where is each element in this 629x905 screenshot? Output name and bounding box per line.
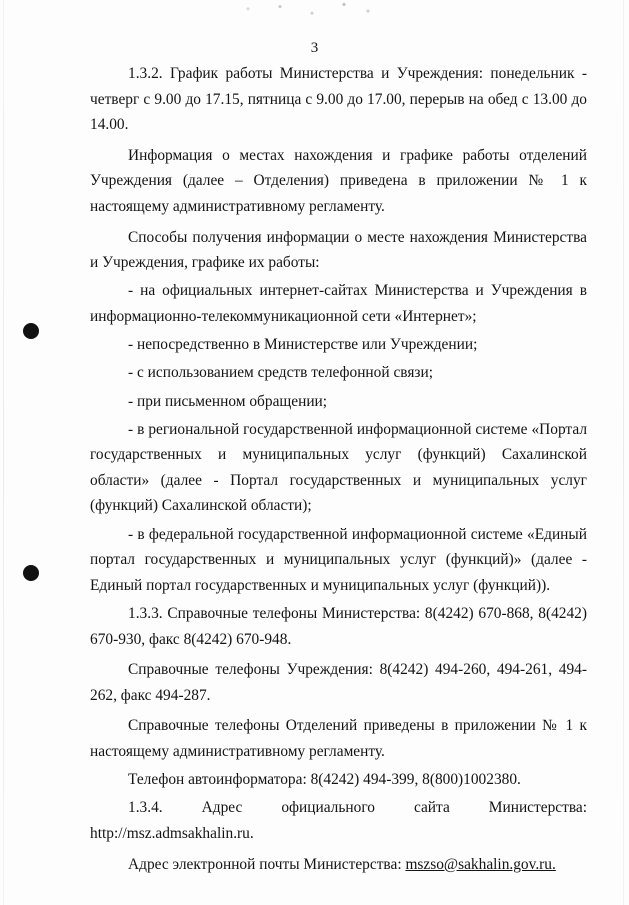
paragraph-website: 1.3.4. Адрес официального сайта Министерства: http://msz.admsakhalin.ru.: [90, 799, 587, 842]
list-item-written: - при письменном обращении;: [128, 392, 328, 410]
paragraph-branch-phones: Справочные телефоны Отделений приведены в приложении № 1 к настоящему административному регламенту.: [90, 717, 587, 760]
list-item-phone: - с использованием средств телефонной связи;: [128, 364, 434, 382]
paragraph-work-schedule: 1.3.2. График работы Министерства и Учреждения: понедельник - четверг с 9.00 до 17.15, пятница с 9.00 до 17.00, перерыв на обед с 13.00 до 14.00.: [90, 65, 587, 134]
scan-edge-right: [623, 0, 624, 905]
scan-edge-left: [3, 0, 4, 905]
paragraph-branches-info: Информация о местах нахождения и графике работы отделений Учреждения (далее – Отделения) приведена в приложении № 1 к настоящему административному регламенту.: [90, 146, 587, 215]
email-link[interactable]: mszso@sakhalin.gov.ru.: [405, 855, 556, 873]
document-body: [90, 61, 587, 880]
scan-artifact: [232, 0, 392, 22]
list-item-federal-portal: - в федеральной государственной информационной системе «Единый портал государственных и муниципальных услуг (функций)» (далее - Единый портал государственных и муниципальных услуг (функций)).: [90, 525, 587, 594]
paragraph-ministry-phones: 1.3.3. Справочные телефоны Министерства: 8(4242) 670-868, 8(4242) 670-930, факс 8(4242) 670-948.: [90, 605, 587, 648]
list-item-in-person: - непосредственно в Министерстве или Учреждении;: [128, 336, 478, 354]
punch-hole-icon: [23, 565, 39, 581]
paragraph-email: [90, 852, 587, 878]
page-number: 3: [310, 40, 319, 56]
list-item-regional-portal: - в региональной государственной информационной системе «Портал государственных и муниципальных услуг (функций) Сахалинской области» (далее - Портал государственных и муниципальных услуг (функций) Сахалинской области);: [90, 420, 587, 515]
paragraph-autoinformer: Телефон автоинформатора: 8(4242) 494-399, 8(800)1002380.: [128, 771, 521, 789]
email-label: Адрес электронной почты Министерства:: [128, 855, 406, 873]
list-item-websites: - на официальных интернет-сайтах Министерства и Учреждения в информационно-телекоммуникационной сети «Интернет»;: [90, 282, 587, 325]
paragraph-info-methods: Способы получения информации о месте нахождения Министерства и Учреждения, графике их работы:: [90, 228, 587, 272]
paragraph-institution-phones: Справочные телефоны Учреждения: 8(4242) 494-260, 494-261, 494-262, факс 494-287.: [90, 661, 587, 704]
punch-hole-icon: [23, 323, 39, 339]
